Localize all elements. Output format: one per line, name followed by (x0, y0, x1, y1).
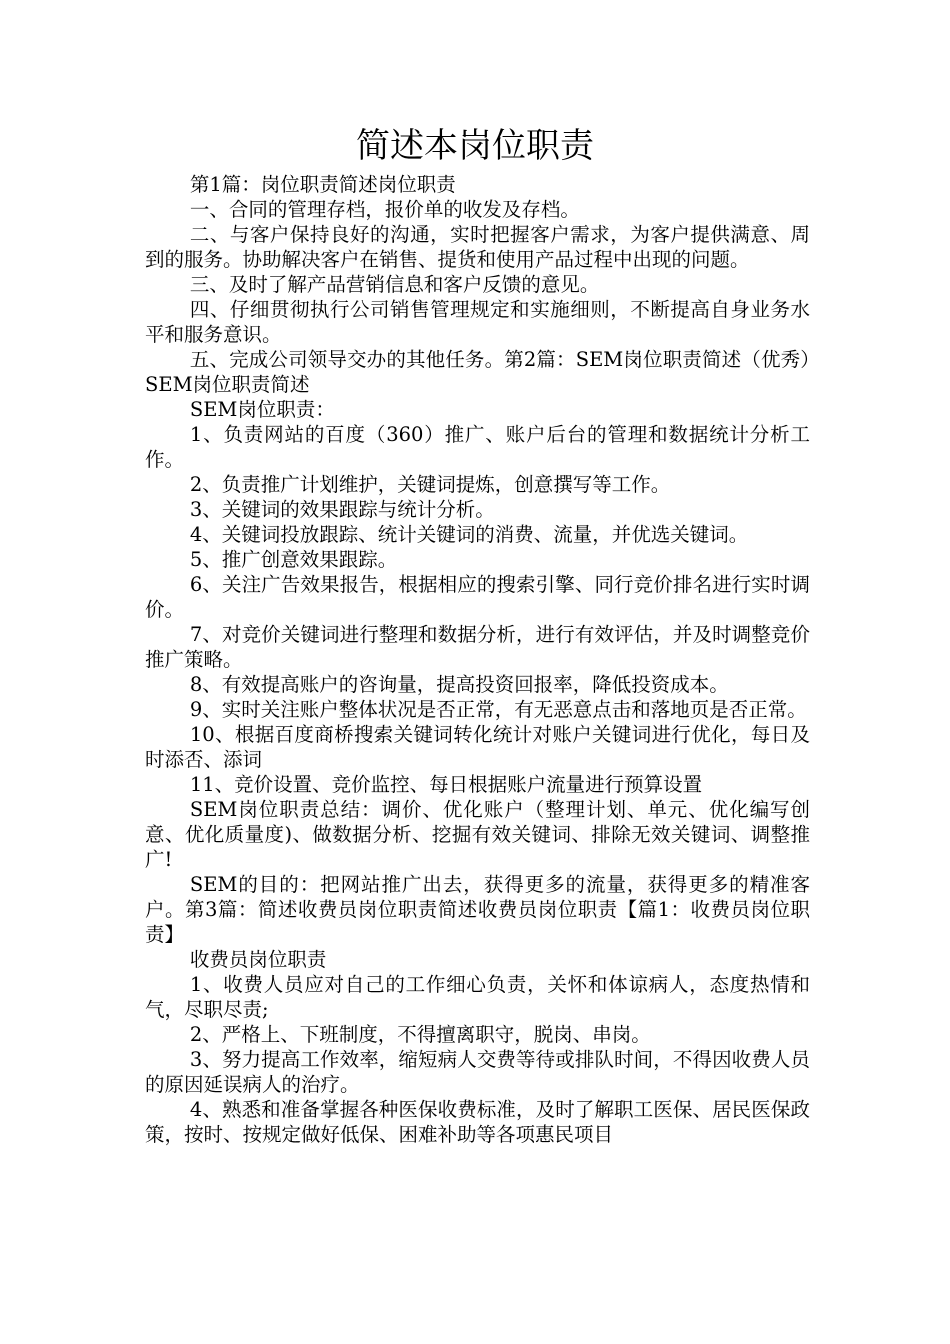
paragraph: 1、收费人员应对自己的工作细心负责，关怀和体谅病人，态度热情和气，尽职尽责; (145, 973, 810, 1021)
paragraph: 7、对竞价关键词进行整理和数据分析，进行有效评估，并及时调整竞价推广策略。 (145, 623, 810, 671)
paragraph: 五、完成公司领导交办的其他任务。第2篇：SEM岗位职责简述（优秀）SEM岗位职责简述 (145, 348, 810, 396)
paragraph: 6、关注广告效果报告，根据相应的搜索引擎、同行竞价排名进行实时调价。 (145, 573, 810, 621)
paragraph: 2、负责推广计划维护，关键词提炼，创意撰写等工作。 (189, 473, 671, 496)
paragraph: 一、合同的管理存档，报价单的收发及存档。 (189, 198, 580, 221)
paragraph: 1、负责网站的百度（360）推广、账户后台的管理和数据统计分析工作。 (145, 423, 810, 471)
document-title: 简述本岗位职责 (356, 126, 594, 166)
paragraph: 收费员岗位职责 (189, 948, 327, 971)
paragraph: 四、仔细贯彻执行公司销售管理规定和实施细则，不断提高自身业务水平和服务意识。 (145, 298, 810, 346)
paragraph: 9、实时关注账户整体状况是否正常，有无恶意点击和落地页是否正常。 (189, 698, 807, 721)
paragraph: 第1篇：岗位职责简述岗位职责 (189, 173, 456, 196)
paragraph: SEM岗位职责： (189, 398, 335, 421)
paragraph: 二、与客户保持良好的沟通，实时把握客户需求，为客户提供满意、周到的服务。协助解决客户在销售、提货和使用产品过程中出现的问题。 (145, 223, 810, 271)
paragraph: SEM的目的：把网站推广出去，获得更多的流量，获得更多的精准客户。第3篇：简述收费员岗位职责简述收费员岗位职责【篇1：收费员岗位职责】 (145, 873, 810, 946)
paragraph: 2、严格上、下班制度，不得擅离职守，脱岗、串岗。 (189, 1023, 651, 1046)
paragraph: 三、及时了解产品营销信息和客户反馈的意见。 (189, 273, 600, 296)
paragraph: 5、推广创意效果跟踪。 (189, 548, 398, 571)
paragraph: 4、熟悉和准备掌握各种医保收费标准，及时了解职工医保、居民医保政策，按时、按规定做好低保、困难补助等各项惠民项目 (145, 1098, 810, 1146)
paragraph: SEM岗位职责总结：调价、优化账户（整理计划、单元、优化编写创意、优化质量度)、做数据分析、挖掘有效关键词、排除无效关键词、调整推广! (145, 798, 810, 871)
paragraph: 4、关键词投放跟踪、统计关键词的消费、流量，并优选关键词。 (189, 523, 749, 546)
document-body (145, 172, 810, 1147)
paragraph: 3、努力提高工作效率，缩短病人交费等待或排队时间，不得因收费人员的原因延误病人的治疗。 (145, 1048, 810, 1096)
paragraph: 11、竞价设置、竞价监控、每日根据账户流量进行预算设置 (189, 773, 703, 796)
paragraph: 3、关键词的效果跟踪与统计分析。 (189, 498, 495, 521)
paragraph: 10、根据百度商桥搜索关键词转化统计对账户关键词进行优化，每日及时添否、添词 (145, 723, 810, 771)
paragraph: 8、有效提高账户的咨询量，提高投资回报率，降低投资成本。 (189, 673, 729, 696)
